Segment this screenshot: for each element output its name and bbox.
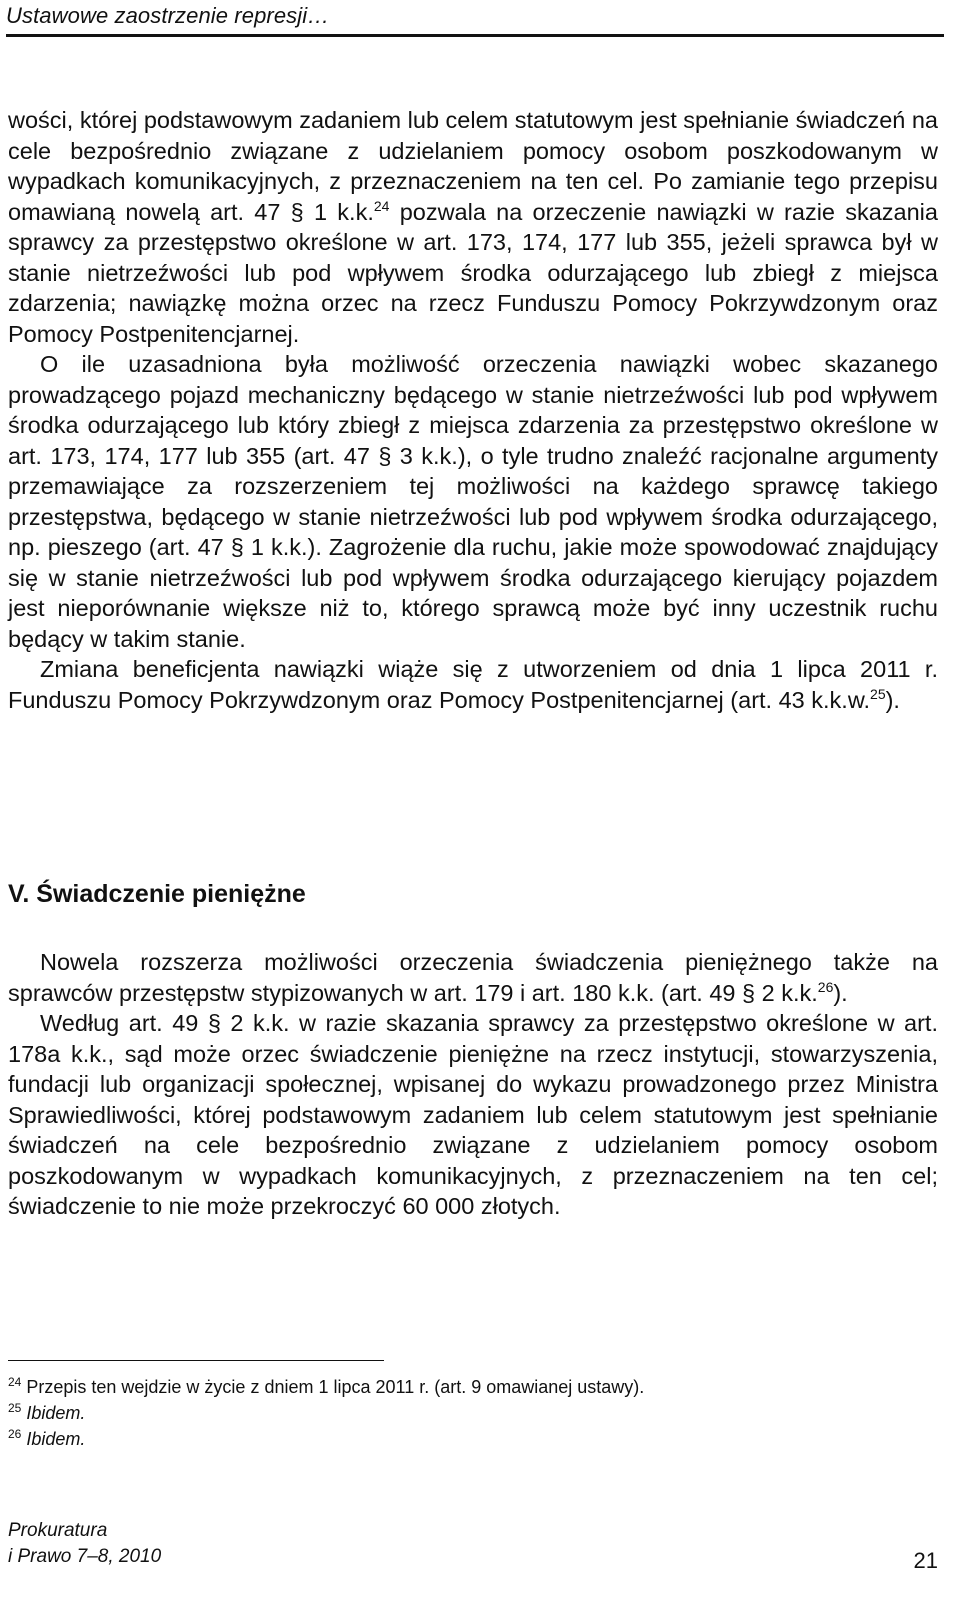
paragraph bbox=[8, 654, 938, 715]
running-header bbox=[6, 0, 944, 37]
footnote-ref: 26 bbox=[817, 978, 834, 995]
text-run: ). bbox=[833, 979, 848, 1006]
footnote-ref: 25 bbox=[870, 685, 886, 702]
footnote bbox=[8, 1374, 938, 1400]
footnotes bbox=[8, 1374, 938, 1452]
footnote-text: Przepis ten wejdzie w życie z dniem 1 lipca 2011 r. (art. 9 omawianej ustawy). bbox=[21, 1377, 645, 1397]
footnote bbox=[8, 1426, 938, 1452]
footnote-number: 26 bbox=[8, 1427, 22, 1441]
section-text bbox=[8, 947, 938, 1222]
journal-footer bbox=[8, 1518, 161, 1570]
journal-issue: i Prawo 7–8, 2010 bbox=[8, 1546, 162, 1567]
footnote-text: Ibidem. bbox=[21, 1429, 86, 1449]
paragraph bbox=[8, 947, 938, 1008]
footnote-number: 25 bbox=[8, 1401, 22, 1415]
text-run: pozwala na orzeczenie nawiązki w razie skazania sprawcy za przestępstwo określone w art. 173, 174, 177 lub 355, jeżeli sprawca był w stanie nietrzeźwości lub pod wpływem środka odurzającego lub zbiegł z miejsca zdarzenia; nawiązkę można orzec na rzecz Funduszu Pomocy Pokrzywdzonym oraz Pomocy Postpenitencjarnej. bbox=[8, 198, 938, 347]
page-number: 21 bbox=[913, 1548, 938, 1573]
footnote-number: 24 bbox=[8, 1375, 22, 1389]
running-title: Ustawowe zaostrzenie represji… bbox=[6, 3, 330, 28]
footnote bbox=[8, 1400, 938, 1426]
text-run: wości, której podstawowym zadaniem lub celem statutowym jest spełnianie świadczeń na cele bezpośrednio związane z udzielaniem pomocy osobom poszkodowanym w wypadkach komunikacyjnych, z przeznaczeniem na ten cel. Po zamianie tego przepisu omawianą nowelą art. 47 § 1 k.k. bbox=[8, 107, 938, 225]
paragraph: O ile uzasadniona była możliwość orzeczenia nawiązki wobec skazanego prowadzącego pojazd mechaniczny będącego w stanie nietrzeźwości lub pod wpływem środka odurzającego lub który zbiegł z miejsca zdarzenia za przestępstwo określone w art. 173, 174, 177 lub 355 (art. 47 § 3 k.k.), o tyle trudno znaleźć racjonalne argumenty przemawiające za rozszerzeniem tej możliwości na każdego sprawcę takiego przestępstwa, będącego w stanie nietrzeźwości lub pod wpływem środka odurzającego, np. pieszego (art. 47 § 1 k.k.). Zagrożenie dla ruchu, jakie może spowodować znajdujący się w stanie nietrzeźwości lub pod wpływem środka odurzającego kierujący pojazdem jest nieporównanie większe niż to, którego sprawcą może być inny uczestnik ruchu będący w takim stanie. bbox=[8, 351, 938, 652]
paragraph: Według art. 49 § 2 k.k. w razie skazania sprawcy za przestępstwo określone w art. 178a k.k., sąd może orzec świadczenie pieniężne na rzecz instytucji, stowarzyszenia, fundacji lub organizacji społecznej, wpisanej do wykazu prowadzonego przez Ministra Sprawiedliwości, której podstawowym zadaniem lub celem statutowym jest spełnianie świadczeń na cele bezpośrednio związane z udzielaniem pomocy osobom poszkodowanym w wypadkach komunikacyjnych, z przeznaczeniem na ten cel; świadczenie to nie może przekroczyć 60 000 złotych. bbox=[8, 1010, 938, 1219]
journal-name: Prokuratura bbox=[8, 1520, 108, 1541]
text-run: Nowela rozszerza możliwości orzeczenia świadczenia pieniężnego także na sprawców przestępstw stypizowanych w art. 179 i art. 180 k.k. (art. 49 § 2 k.k. bbox=[8, 949, 938, 1006]
section-heading: V. Świadczenie pieniężne bbox=[8, 880, 306, 908]
text-run: Zmiana beneficjenta nawiązki wiąże się z utworzeniem od dnia 1 lipca 2011 r. Funduszu Pomocy Pokrzywdzonym oraz Pomocy Postpenitencjarnej (art. 43 k.k.w. bbox=[8, 656, 938, 713]
paragraph bbox=[8, 105, 938, 349]
main-text bbox=[8, 105, 938, 715]
footnote-text: Ibidem. bbox=[21, 1403, 86, 1423]
footnote-ref: 24 bbox=[373, 197, 390, 214]
footnote-divider bbox=[8, 1360, 384, 1361]
text-run: ). bbox=[885, 686, 900, 713]
